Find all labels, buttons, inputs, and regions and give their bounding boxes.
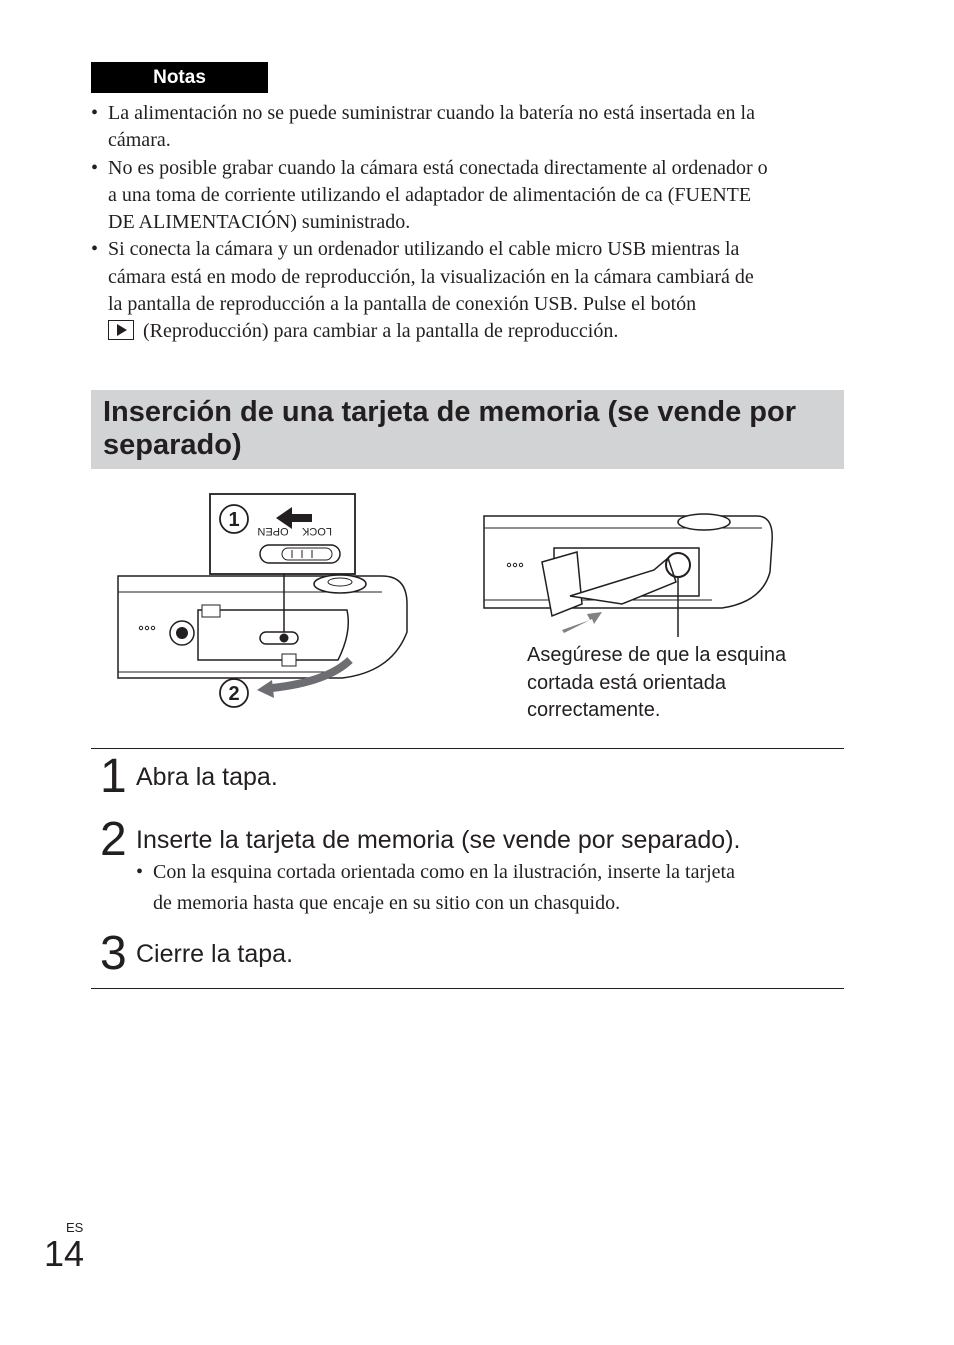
playback-button-icon bbox=[108, 320, 134, 340]
callout-line: Asegúrese de que la esquina bbox=[527, 644, 787, 666]
mode-dial bbox=[678, 514, 730, 530]
note-item bbox=[91, 236, 851, 345]
callout-line: cortada está orientada bbox=[527, 671, 727, 694]
note-line-text: (Reproducción) para cambiar a la pantalla de reproducción. bbox=[143, 320, 619, 343]
notes-list bbox=[91, 100, 851, 346]
marker-1-label: 1 bbox=[228, 509, 240, 531]
insert-arrow-icon bbox=[562, 612, 602, 633]
step-2-note-item bbox=[153, 857, 863, 919]
step-1-text: Abra la tapa. bbox=[136, 763, 278, 791]
note-line: • Si conecta la cámara y un ordenador utilizando el cable micro USB mientras la bbox=[108, 238, 740, 261]
note-item bbox=[91, 155, 851, 237]
insert-card-illustration bbox=[482, 512, 782, 642]
step-2-note bbox=[136, 857, 863, 919]
step-2-text: Inserte la tarjeta de memoria (se vende por separado). bbox=[136, 826, 741, 854]
step-3-text: Cierre la tapa. bbox=[136, 940, 294, 968]
language-code: ES bbox=[66, 1220, 84, 1235]
lock-label: LOCK bbox=[302, 525, 332, 537]
marker-2-label: 2 bbox=[228, 683, 240, 705]
steps-top-rule bbox=[91, 748, 844, 749]
cut-corner-callout bbox=[527, 642, 847, 725]
notes-badge: Notas bbox=[91, 62, 268, 93]
page-number: 14 bbox=[44, 1233, 85, 1274]
note-line: • No es posible grabar cuando la cámara está conectada directamente al ordenador o bbox=[108, 156, 768, 179]
section-title: Inserción de una tarjeta de memoria (se vende por separado) bbox=[103, 396, 796, 461]
note-line: a una toma de corriente utilizando el adaptador de alimentación de ca (FUENTE bbox=[108, 183, 752, 206]
note-line: la pantalla de reproducción a la pantalla de conexión USB. Pulse el botón bbox=[108, 293, 697, 316]
note-line: • Con la esquina cortada orientada como en la ilustración, inserte la tarjeta bbox=[153, 861, 735, 883]
callout-line: correctamente. bbox=[527, 699, 661, 721]
note-item bbox=[91, 100, 851, 155]
note-line: cámara. bbox=[108, 129, 171, 152]
step-number-2: 2 bbox=[100, 813, 127, 866]
step-number-3: 3 bbox=[100, 927, 127, 980]
note-line: DE ALIMENTACIÓN) suministrado. bbox=[108, 211, 411, 234]
note-line bbox=[108, 318, 851, 345]
open-cover-illustration bbox=[112, 492, 412, 722]
lock-switch bbox=[260, 632, 298, 644]
note-line: de memoria hasta que encaje en su sitio con un chasquido. bbox=[153, 892, 621, 914]
steps-bottom-rule bbox=[91, 988, 844, 989]
note-line: cámara está en modo de reproducción, la visualización en la cámara cambiará de bbox=[108, 265, 754, 288]
open-label: OPEN bbox=[257, 525, 289, 537]
note-line: • La alimentación no se puede suministrar cuando la batería no está insertada en la bbox=[108, 102, 755, 124]
step-number-1: 1 bbox=[100, 750, 127, 803]
